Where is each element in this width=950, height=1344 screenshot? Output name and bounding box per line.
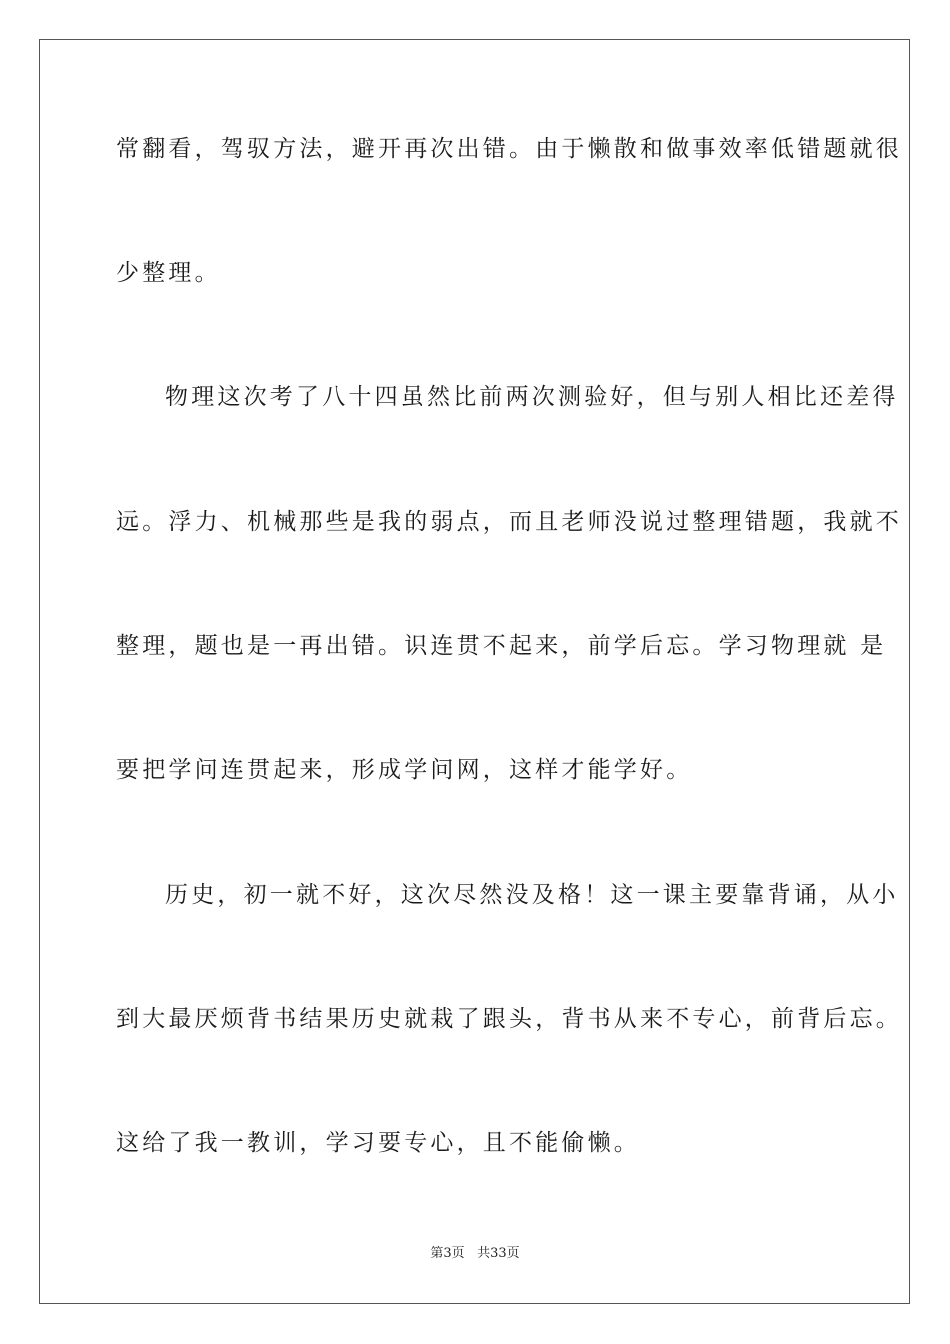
text-line: 要把学问连贯起来，形成学问网，这样才能学好。	[116, 757, 693, 783]
text-line: 少整理。	[116, 260, 221, 286]
page-total: 共33页	[477, 1246, 520, 1261]
paragraph-start-line: 物理这次考了八十四虽然比前两次测验好，但与别人相比还差得	[165, 384, 899, 410]
text-line: 整理，题也是一再出错。识连贯不起来，前学后忘。学习物理就 是	[116, 633, 887, 659]
paragraph-start-line: 历史，初一就不好，这次尽然没及格！这一课主要靠背诵，从小	[165, 882, 899, 908]
text-line: 常翻看，驾驭方法，避开再次出错。由于懒散和做事效率低错题就很	[116, 136, 902, 162]
text-line: 到大最厌烦背书结果历史就栽了跟头，背书从来不专心，前背后忘。	[116, 1006, 902, 1032]
page-number: 第3页	[430, 1246, 465, 1261]
text-line: 这给了我一教训，学习要专心，且不能偷懒。	[116, 1130, 640, 1156]
page-border	[39, 39, 910, 1304]
text-line: 远。浮力、机械那些是我的弱点，而且老师没说过整理错题，我就不	[116, 509, 902, 535]
page-footer	[0, 1245, 950, 1263]
